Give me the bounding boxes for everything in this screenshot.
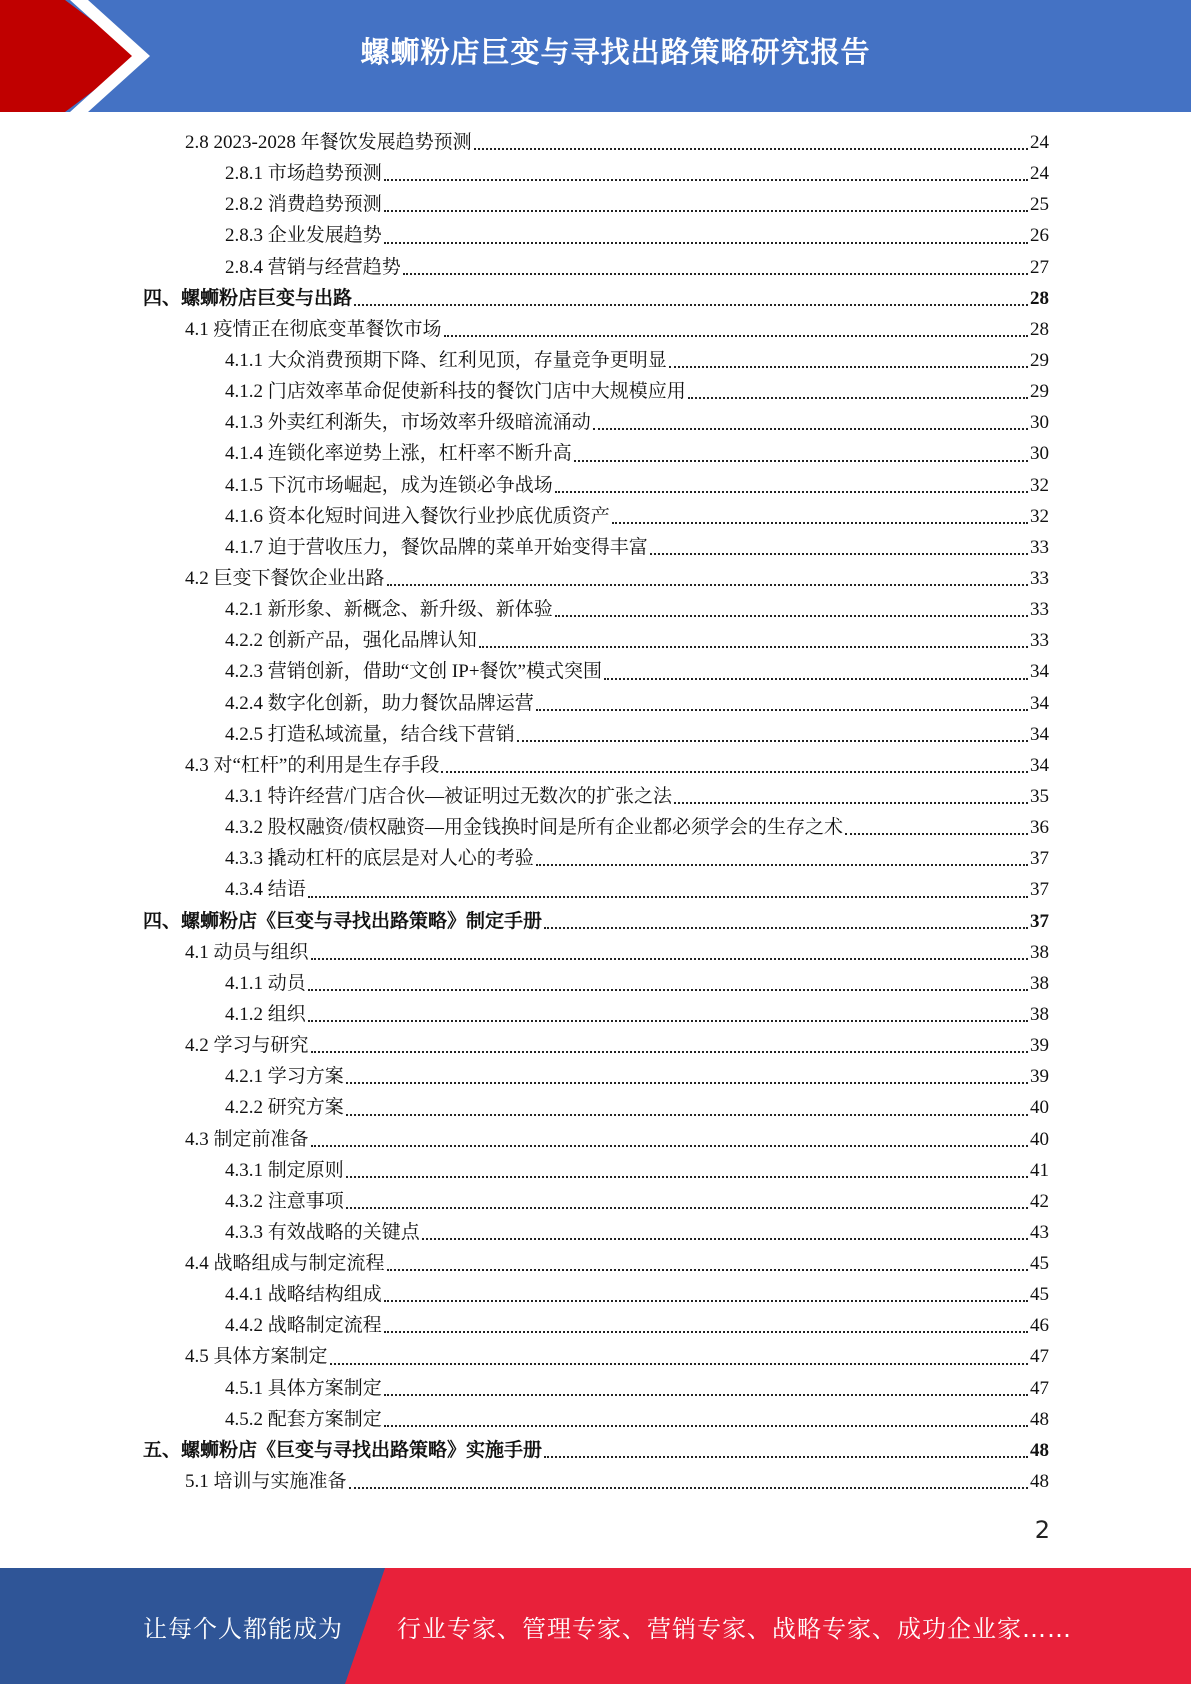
toc-entry-page: 32 [1030,505,1049,527]
page-footer [0,1568,1191,1684]
toc-entry[interactable] [143,470,1049,501]
toc-entry-label: 4.3 对“杠杆”的利用是生存手段 [185,754,440,776]
toc-entry-label: 2.8.4 营销与经营趋势 [225,256,401,278]
toc-dot-leader [387,1269,1028,1271]
toc-entry-page: 40 [1030,1128,1049,1150]
toc-entry[interactable] [143,314,1049,345]
toc-entry[interactable] [143,968,1049,999]
toc-entry[interactable] [143,719,1049,750]
toc-dot-leader [346,1207,1028,1209]
toc-dot-leader [544,927,1028,929]
toc-entry-page: 43 [1030,1221,1049,1243]
toc-entry-label: 4.3.3 有效战略的关键点 [225,1221,420,1243]
toc-entry-label: 4.1.5 下沉市场崛起，成为连锁必争战场 [225,474,553,496]
toc-entry[interactable] [143,625,1049,656]
toc-dot-leader [384,1425,1028,1427]
toc-entry-label: 4.5 具体方案制定 [185,1346,328,1368]
toc-entry[interactable] [143,1061,1049,1092]
toc-entry-page: 46 [1030,1315,1049,1337]
toc-entry-label: 2.8.2 消费趋势预测 [225,194,382,216]
toc-entry-label: 4.1.1 大众消费预期下降、红利见顶，存量竞争更明显 [225,349,667,371]
toc-dot-leader [308,1020,1028,1022]
toc-dot-leader [845,833,1028,835]
toc-entry[interactable] [143,999,1049,1030]
toc-entry[interactable] [143,1248,1049,1279]
toc-entry-page: 37 [1030,879,1049,901]
toc-entry-page: 48 [1030,1408,1049,1430]
toc-entry-page: 40 [1030,1097,1049,1119]
toc-entry-label: 4.2.1 学习方案 [225,1066,344,1088]
toc-entry[interactable] [143,937,1049,968]
toc-entry[interactable] [143,781,1049,812]
toc-dot-leader [346,1082,1028,1084]
toc-entry[interactable] [143,189,1049,220]
toc-dot-leader [349,1487,1028,1489]
toc-dot-leader [403,273,1028,275]
toc-entry-label: 4.2.2 创新产品，强化品牌认知 [225,630,477,652]
toc-entry[interactable] [143,252,1049,283]
toc-entry-label: 2.8.3 企业发展趋势 [225,225,382,247]
toc-entry-label: 4.3 制定前准备 [185,1128,309,1150]
toc-entry-page: 38 [1030,972,1049,994]
toc-dot-leader [384,210,1028,212]
toc-entry-page: 30 [1030,412,1049,434]
toc-entry-page: 48 [1030,1439,1049,1461]
toc-entry-label: 4.3.2 注意事项 [225,1190,344,1212]
toc-entry[interactable] [143,1404,1049,1435]
toc-entry[interactable] [143,220,1049,251]
toc-entry-page: 47 [1030,1346,1049,1368]
toc-entry[interactable] [143,1030,1049,1061]
toc-entry-label: 2.8.1 市场趋势预测 [225,163,382,185]
toc-entry[interactable] [143,1279,1049,1310]
toc-dot-leader [574,460,1028,462]
toc-entry-page: 36 [1030,817,1049,839]
toc-dot-leader [384,179,1028,181]
toc-entry-page: 37 [1030,848,1049,870]
toc-entry-page: 35 [1030,785,1049,807]
toc-entry[interactable] [143,1341,1049,1372]
toc-dot-leader [479,646,1028,648]
toc-entry[interactable] [143,812,1049,843]
toc-dot-leader [346,1176,1028,1178]
toc-entry-label: 4.3.2 股权融资/债权融资—用金钱换时间是所有企业都必须学会的生存之术 [225,817,844,839]
toc-entry-label: 4.3.3 撬动杠杆的底层是对人心的考验 [225,848,534,870]
toc-entry-label: 4.1.6 资本化短时间进入餐饮行业抄底优质资产 [225,505,610,527]
toc-entry-page: 45 [1030,1253,1049,1275]
toc-entry-page: 34 [1030,692,1049,714]
toc-entry[interactable] [143,750,1049,781]
toc-dot-leader [387,584,1028,586]
toc-entry[interactable] [143,1092,1049,1123]
toc-entry-page: 26 [1030,225,1049,247]
toc-entry-page: 38 [1030,941,1049,963]
toc-entry-page: 24 [1030,163,1049,185]
toc-entry[interactable] [143,438,1049,469]
toc-entry-label: 4.2 巨变下餐饮企业出路 [185,567,385,589]
toc-dot-leader [544,1456,1028,1458]
toc-dot-leader [536,864,1028,866]
toc-entry-page: 45 [1030,1284,1049,1306]
report-title: 螺蛳粉店巨变与寻找出路策略研究报告 [360,34,871,69]
toc-entry-label: 4.1.2 组织 [225,1003,306,1025]
toc-entry-page: 29 [1030,349,1049,371]
footer-slogan-left: 让每个人都能成为 [143,1614,343,1643]
toc-entry[interactable] [143,1435,1049,1466]
toc-entry-label: 4.1.4 连锁化率逆势上涨，杠杆率不断升高 [225,443,572,465]
toc-dot-leader [555,491,1028,493]
toc-entry-page: 30 [1030,443,1049,465]
table-of-contents [143,127,1049,1497]
toc-dot-leader [674,802,1028,804]
toc-entry[interactable] [143,1155,1049,1186]
toc-entry-page: 28 [1030,318,1049,340]
toc-entry-label: 4.1 疫情正在彻底变革餐饮市场 [185,318,442,340]
toc-entry-label: 五、螺蛳粉店《巨变与寻找出路策略》实施手册 [143,1439,543,1461]
toc-entry[interactable] [143,407,1049,438]
toc-entry[interactable] [143,1124,1049,1155]
toc-dot-leader [311,1145,1028,1147]
toc-dot-leader [688,397,1028,399]
toc-entry[interactable] [143,532,1049,563]
toc-dot-leader [604,678,1028,680]
toc-entry-label: 4.1.1 动员 [225,972,306,994]
toc-entry[interactable] [143,843,1049,874]
toc-dot-leader [384,242,1028,244]
toc-dot-leader [517,740,1028,742]
toc-entry-page: 25 [1030,194,1049,216]
toc-entry-label: 4.4 战略组成与制定流程 [185,1253,385,1275]
toc-entry-page: 47 [1030,1377,1049,1399]
toc-entry[interactable] [143,501,1049,532]
toc-entry[interactable] [143,1373,1049,1404]
toc-entry-label: 4.1.2 门店效率革命促使新科技的餐饮门店中大规模应用 [225,381,686,403]
toc-entry-page: 33 [1030,599,1049,621]
toc-dot-leader [612,522,1028,524]
toc-dot-leader [441,771,1028,773]
toc-entry[interactable] [143,906,1049,937]
toc-entry-label: 4.2.5 打造私域流量，结合线下营销 [225,723,515,745]
toc-entry-page: 33 [1030,536,1049,558]
toc-dot-leader [536,709,1028,711]
toc-entry[interactable] [143,1310,1049,1341]
toc-entry-page: 41 [1030,1159,1049,1181]
toc-entry-page: 27 [1030,256,1049,278]
toc-entry-page: 28 [1030,287,1049,309]
toc-entry-label: 4.3.4 结语 [225,879,306,901]
toc-entry[interactable] [143,1217,1049,1248]
toc-entry[interactable] [143,656,1049,687]
toc-entry-page: 32 [1030,474,1049,496]
page-header [0,0,1191,112]
toc-entry-label: 4.4.2 战略制定流程 [225,1315,382,1337]
toc-entry-label: 4.2 学习与研究 [185,1035,309,1057]
header-chevron-decoration [0,0,160,112]
toc-entry-page: 34 [1030,661,1049,683]
toc-entry[interactable] [143,688,1049,719]
toc-entry-label: 4.3.1 特许经营/门店合伙—被证明过无数次的扩张之法 [225,785,673,807]
toc-dot-leader [384,1394,1028,1396]
toc-entry-label: 四、螺蛳粉店《巨变与寻找出路策略》制定手册 [143,910,543,932]
toc-dot-leader [311,1051,1028,1053]
toc-entry[interactable] [143,376,1049,407]
toc-entry-page: 34 [1030,754,1049,776]
toc-entry[interactable] [143,563,1049,594]
toc-entry-label: 4.5.1 具体方案制定 [225,1377,382,1399]
toc-entry-page: 33 [1030,567,1049,589]
toc-dot-leader [444,335,1028,337]
toc-dot-leader [474,148,1028,150]
toc-entry[interactable] [143,283,1049,314]
toc-entry-page: 42 [1030,1190,1049,1212]
toc-entry-page: 34 [1030,723,1049,745]
toc-entry-page: 48 [1030,1471,1049,1493]
toc-dot-leader [384,1331,1028,1333]
toc-dot-leader [555,615,1028,617]
toc-entry-page: 24 [1030,132,1049,153]
toc-entry-label: 5.1 培训与实施准备 [185,1471,347,1493]
toc-entry-page: 39 [1030,1035,1049,1057]
toc-dot-leader [354,304,1028,306]
toc-dot-leader [384,1300,1028,1302]
toc-entry-page: 39 [1030,1066,1049,1088]
toc-entry-label: 4.3.1 制定原则 [225,1159,344,1181]
toc-dot-leader [311,958,1028,960]
toc-entry-label: 4.2.1 新形象、新概念、新升级、新体验 [225,599,553,621]
footer-slogan-right: 行业专家、管理专家、营销专家、战略专家、成功企业家…… [397,1614,1072,1643]
toc-dot-leader [593,428,1028,430]
toc-entry[interactable] [143,1186,1049,1217]
toc-entry-label: 4.1.7 迫于营收压力，餐饮品牌的菜单开始变得丰富 [225,536,648,558]
toc-dot-leader [308,989,1028,991]
toc-entry[interactable] [143,127,1049,158]
toc-dot-leader [669,366,1028,368]
toc-entry-page: 33 [1030,630,1049,652]
toc-dot-leader [650,553,1028,555]
toc-entry[interactable] [143,345,1049,376]
toc-entry[interactable] [143,594,1049,625]
toc-entry-label: 4.1.3 外卖红利渐失，市场效率升级暗流涌动 [225,412,591,434]
toc-entry-label: 4.1 动员与组织 [185,941,309,963]
toc-entry-label: 4.4.1 战略结构组成 [225,1284,382,1306]
toc-entry[interactable] [143,1466,1049,1497]
toc-entry-page: 29 [1030,381,1049,403]
toc-dot-leader [346,1114,1028,1116]
toc-entry-page: 38 [1030,1003,1049,1025]
toc-entry[interactable] [143,874,1049,905]
toc-entry-label: 4.5.2 配套方案制定 [225,1408,382,1430]
toc-entry-label: 四、螺蛳粉店巨变与出路 [143,287,353,309]
toc-dot-leader [330,1363,1028,1365]
toc-dot-leader [308,896,1028,898]
toc-entry-page: 37 [1030,910,1049,932]
page-number: 2 [1034,1516,1050,1544]
toc-entry-label: 4.2.3 营销创新，借助“文创 IP+餐饮”模式突围 [225,661,602,683]
toc-dot-leader [422,1238,1028,1240]
toc-entry-label: 4.2.2 研究方案 [225,1097,344,1119]
toc-entry-label: 4.2.4 数字化创新，助力餐饮品牌运营 [225,692,534,714]
toc-entry[interactable] [143,158,1049,189]
toc-entry-label: 2.8 2023-2028 年餐饮发展趋势预测 [185,132,472,153]
